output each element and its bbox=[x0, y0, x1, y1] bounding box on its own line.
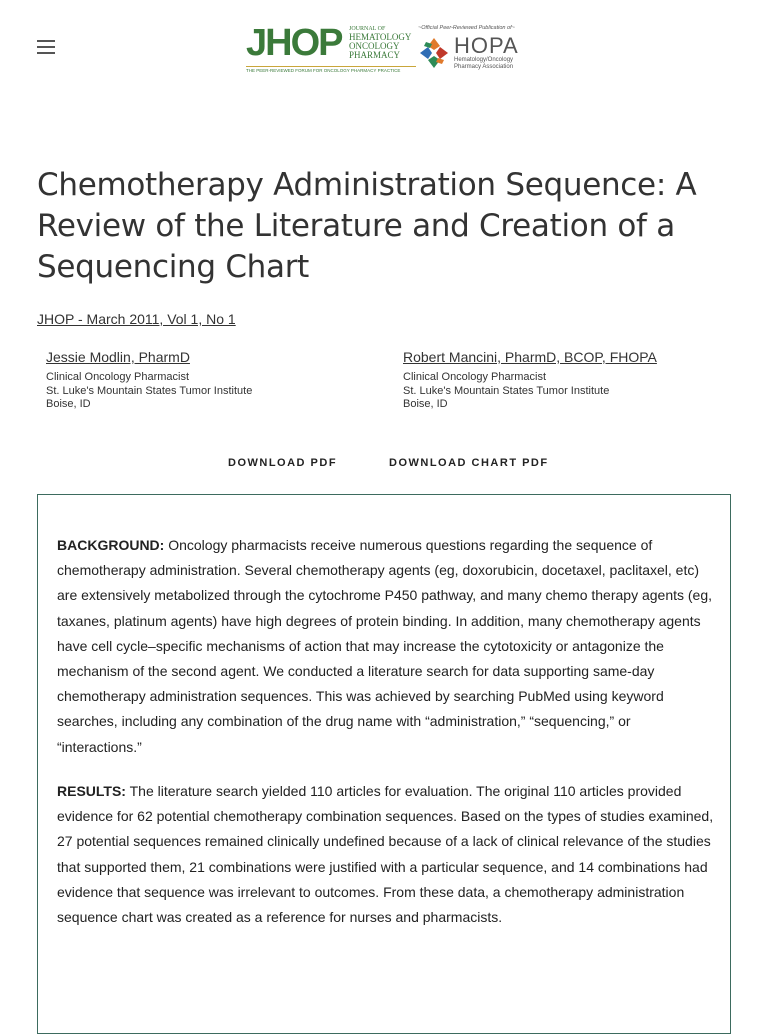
jhop-subtitle-line: JOURNAL OF bbox=[349, 26, 386, 32]
hopa-subtitle bbox=[454, 57, 513, 71]
menu-bar bbox=[37, 52, 55, 54]
author-role: Clinical Oncology Pharmacist bbox=[403, 371, 547, 383]
article-title: Chemotherapy Administration Sequence: A Review of the Literature and Creation of a Sequencing Chart bbox=[37, 167, 697, 285]
author-location: Boise, ID bbox=[403, 398, 448, 410]
abstract-results-paragraph bbox=[57, 779, 714, 930]
author-institution: St. Luke's Mountain States Tumor Institute bbox=[403, 384, 610, 397]
issue-link[interactable]: JHOP - March 2011, Vol 1, No 1 bbox=[37, 311, 236, 327]
author-name-link[interactable]: Jessie Modlin, PharmD bbox=[46, 349, 190, 365]
jhop-subtitle bbox=[349, 26, 419, 60]
jhop-subtitle-line: ONCOLOGY bbox=[349, 41, 400, 51]
abstract-box bbox=[37, 494, 731, 1034]
hopa-subtitle-line: Pharmacy Association bbox=[454, 64, 514, 70]
background-text: Oncology pharmacists receive numerous questions regarding the sequence of chemotherapy administration. Several chemotherapy agents (eg, doxorubicin, docetaxel, paclitaxel, etc) are extensively metabolized through the cytochrome P450 pathway, and many chemo therapy agents (eg, taxanes, platinum agents) have high degrees of protein binding. In addition, many chemotherapy agents have cell cycle–specific mechanisms of action that may increase the cytotoxicity or antagonize the mechanism of the second agent. We conducted a literature search for data supporting same-day chemotherapy administration sequences. This was achieved by searching PubMed using keyword searches, including any combination of the drug name with “administration,” “sequencing,” or “interactions.” bbox=[57, 537, 713, 755]
results-label: RESULTS: bbox=[57, 783, 126, 799]
menu-bar bbox=[37, 46, 55, 48]
author-location: Boise, ID bbox=[46, 398, 91, 410]
menu-bar bbox=[37, 40, 55, 42]
hopa-wordmark: HOPA bbox=[454, 33, 519, 58]
jhop-wordmark: JHOP bbox=[246, 22, 342, 64]
background-label: BACKGROUND: bbox=[57, 537, 165, 553]
results-text: The literature search yielded 110 articles for evaluation. The original 110 articles provided evidence for 62 potential chemotherapy combination sequences. Based on the types of studies examined, 27 potential sequences remained clinically undefined because of a lack of clinical relevance of the studies that supported them, 21 combinations were justified with a particular sequence, and 14 combinations had evidence that sequence was irrelevant to outcomes. From these data, a chemotherapy administration sequence chart was created as a reference for nurses and pharmacists. bbox=[57, 783, 714, 926]
site-header bbox=[0, 0, 768, 95]
author-role: Clinical Oncology Pharmacist bbox=[46, 371, 190, 383]
author-name-link[interactable]: Robert Mancini, PharmD, BCOP, FHOPA bbox=[403, 349, 657, 365]
download-pdf-button[interactable]: DOWNLOAD PDF bbox=[228, 457, 338, 469]
author-card bbox=[403, 349, 743, 412]
hopa-publication-note: ~Official Peer-Reviewed Publication of~ bbox=[418, 25, 515, 31]
hopa-logo-icon bbox=[418, 36, 450, 70]
author-card bbox=[46, 349, 386, 412]
jhop-subtitle-line: HEMATOLOGY bbox=[349, 32, 412, 42]
abstract-background-paragraph bbox=[57, 533, 714, 760]
author-institution: St. Luke's Mountain States Tumor Institute bbox=[46, 384, 253, 397]
hopa-subtitle-line: Hematology/Oncology bbox=[454, 57, 514, 63]
jhop-tagline: THE PEER-REVIEWED FORUM FOR ONCOLOGY PHARMACY PRACTICE bbox=[246, 66, 416, 73]
download-chart-pdf-button[interactable]: DOWNLOAD CHART PDF bbox=[389, 457, 549, 469]
jhop-subtitle-line: PHARMACY bbox=[349, 50, 401, 60]
site-logo[interactable] bbox=[246, 22, 526, 76]
hamburger-menu-icon[interactable] bbox=[37, 40, 55, 54]
